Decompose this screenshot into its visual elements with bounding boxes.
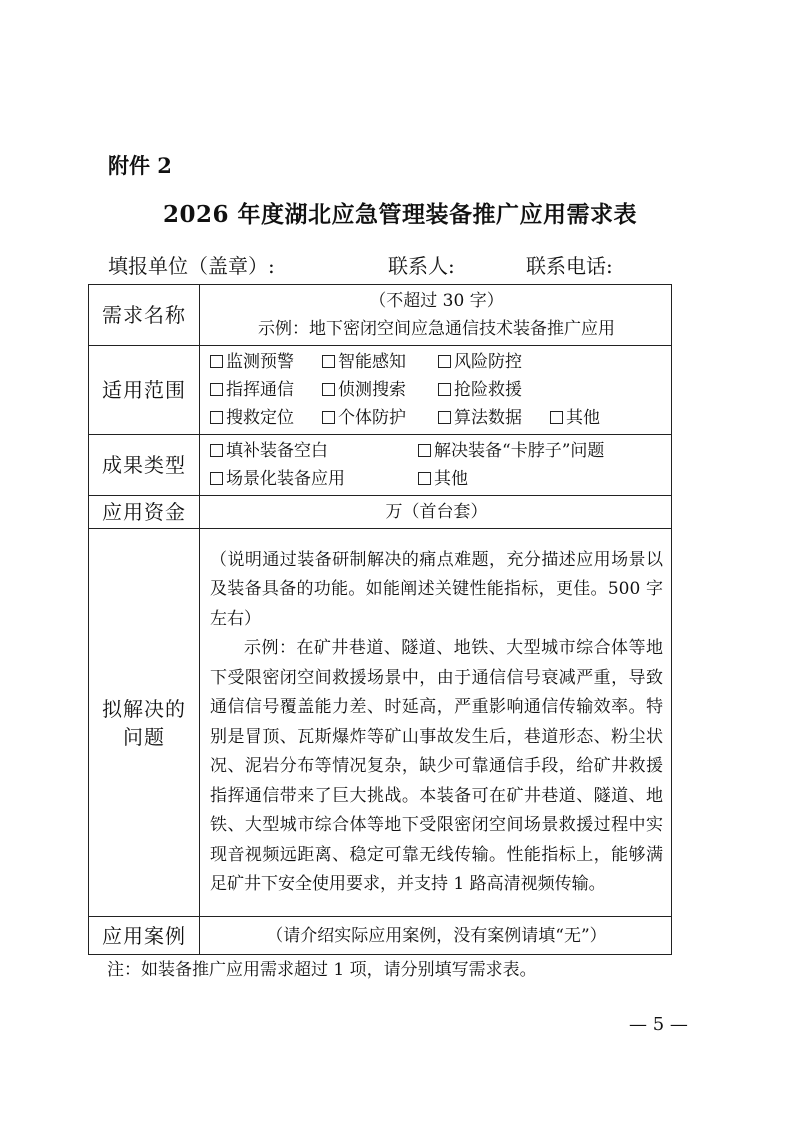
row-cases (89, 917, 672, 955)
result-type-option[interactable]: 填补装备空白 (210, 437, 418, 465)
result-type-option[interactable]: 解决装备“卡脖子”问题 (418, 437, 604, 465)
scope-option[interactable]: 指挥通信 (210, 376, 322, 404)
attachment-label: 附件 2 (108, 153, 172, 178)
row-result-type (89, 435, 672, 496)
scope-option[interactable]: 监测预警 (210, 348, 322, 376)
name-hint: （不超过 30 字） (369, 291, 504, 311)
scope-options-row-1 (210, 348, 663, 376)
phone-field-label: 联系电话: (526, 254, 613, 278)
page-number: — 5 — (629, 1014, 688, 1035)
unit-field-label: 填报单位（盖章）: (108, 254, 275, 278)
scope-option[interactable]: 搜救定位 (210, 404, 322, 432)
name-label: 需求名称 (89, 285, 200, 346)
footnote: 注：如装备推广应用需求超过 1 项，请分别填写需求表。 (107, 960, 537, 980)
checkbox-icon[interactable] (322, 355, 335, 368)
checkbox-icon[interactable] (210, 383, 223, 396)
scope-options-row-3 (210, 404, 663, 432)
result-type-option[interactable]: 场景化装备应用 (210, 465, 418, 493)
scope-option[interactable]: 个体防护 (322, 404, 438, 432)
checkbox-icon[interactable] (322, 411, 335, 424)
result-type-row-2 (210, 465, 663, 493)
scope-options-row-2 (210, 376, 663, 404)
checkbox-icon[interactable] (322, 383, 335, 396)
problem-label (89, 529, 200, 917)
checkbox-icon[interactable] (438, 411, 451, 424)
row-problem (89, 529, 672, 917)
checkbox-icon[interactable] (438, 355, 451, 368)
checkbox-icon[interactable] (210, 472, 223, 485)
row-scope (89, 346, 672, 435)
row-funding (89, 496, 672, 529)
result-type-label: 成果类型 (89, 435, 200, 496)
cases-hint[interactable]: （请介绍实际应用案例，没有案例请填“无”） (200, 917, 672, 955)
scope-option[interactable]: 智能感知 (322, 348, 438, 376)
scope-option[interactable]: 风险防控 (438, 348, 522, 376)
checkbox-icon[interactable] (210, 444, 223, 457)
funding-value[interactable]: 万（首台套） (200, 496, 672, 529)
checkbox-icon[interactable] (550, 411, 563, 424)
scope-option[interactable]: 算法数据 (438, 404, 550, 432)
contact-field-label: 联系人: (388, 254, 455, 278)
funding-label: 应用资金 (89, 496, 200, 529)
checkbox-icon[interactable] (438, 383, 451, 396)
problem-label-line-2: 问题 (123, 724, 165, 749)
row-name (89, 285, 672, 346)
scope-label: 适用范围 (89, 346, 200, 435)
problem-example: 示例：在矿井巷道、隧道、地铁、大型城市综合体等地下受限密闭空间救援场景中，由于通信信号衰减严重，导致通信信号覆盖能力差、时延高，严重影响通信传输效率。特别是冒顶、瓦斯爆炸等矿山事故发生后，巷道形态、粉尘状况、泥岩分布等情况复杂，缺少可靠通信手段，给矿井救援指挥通信带来了巨大挑战。本装备可在矿井巷道、隧道、地铁、大型城市综合体等地下受限密闭空间场景救援过程中实现音视频远距离、稳定可靠无线传输。性能指标上，能够满足矿井下安全使用要求，并支持 1 路高清视频传输。 (210, 638, 663, 894)
problem-cell[interactable] (200, 529, 672, 917)
result-type-option[interactable]: 其他 (418, 465, 468, 493)
problem-label-line-1: 拟解决的 (102, 696, 186, 721)
name-cell[interactable] (200, 285, 672, 346)
checkbox-icon[interactable] (418, 472, 431, 485)
requirement-form-table (88, 284, 672, 955)
problem-hint: （说明通过装备研制解决的痛点难题，充分描述应用场景以及装备具备的功能。如能阐述关键性能指标，更佳。500 字左右） (210, 549, 663, 629)
fill-in-line (108, 250, 708, 278)
scope-option[interactable]: 抢险救援 (438, 376, 522, 404)
name-example: 示例：地下密闭空间应急通信技术装备推广应用 (258, 319, 615, 339)
checkbox-icon[interactable] (210, 411, 223, 424)
scope-option[interactable]: 其他 (550, 404, 600, 432)
cases-label: 应用案例 (89, 917, 200, 955)
scope-option[interactable]: 侦测搜索 (322, 376, 438, 404)
checkbox-icon[interactable] (210, 355, 223, 368)
page-title: 2026 年度湖北应急管理装备推广应用需求表 (162, 201, 638, 228)
scope-cell (200, 346, 672, 435)
checkbox-icon[interactable] (418, 444, 431, 457)
result-type-cell (200, 435, 672, 496)
result-type-row-1 (210, 437, 663, 465)
